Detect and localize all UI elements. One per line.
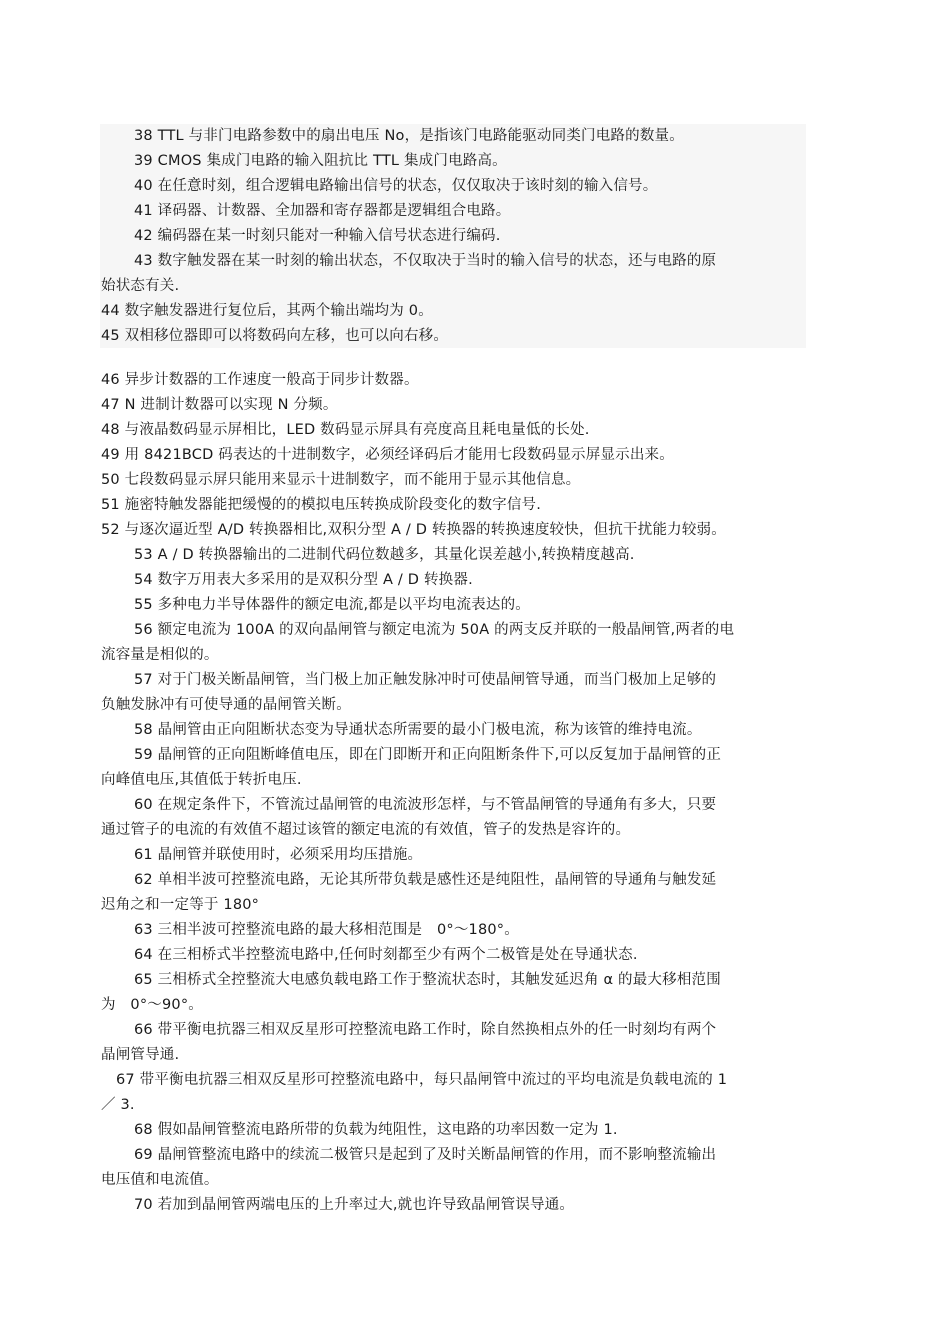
item-42: 42 编码器在某一时刻只能对一种输入信号状态进行编码.	[134, 228, 501, 244]
item-70: 70 若加到晶闸管两端电压的上升率过大,就也许导致晶闸管误导通。	[134, 1197, 575, 1213]
item-41: 41 译码器、计数器、全加器和寄存器都是逻辑组合电路。	[134, 203, 511, 219]
item-62: 62 单相半波可控整流电路，无论其所带负载是感性还是纯阻性，晶闸管的导通角与触发延	[134, 872, 717, 888]
item-59-cont: 向峰值电压,其值低于转折电压.	[101, 772, 302, 788]
item-66-cont: 晶闸管导通.	[101, 1047, 180, 1063]
item-67: 67 带平衡电抗器三相双反星形可控整流电路中，每只晶闸管中流过的平均电流是负载电流的 1	[116, 1072, 728, 1088]
item-65: 65 三相桥式全控整流大电感负载电路工作于整流状态时，其触发延迟角 α 的最大移相范围	[134, 972, 721, 988]
item-39: 39 CMOS 集成门电路的输入阻抗比 TTL 集成门电路高。	[134, 153, 507, 169]
item-64: 64 在三相桥式半控整流电路中,任何时刻都至少有两个二极管是处在导通状态.	[134, 947, 638, 963]
item-43: 43 数字触发器在某一时刻的输出状态，不仅取决于当时的输入信号的状态，还与电路的原	[134, 253, 717, 269]
item-69-cont: 电压值和电流值。	[101, 1172, 219, 1188]
item-69: 69 晶闸管整流电路中的续流二极管只是起到了及时关断晶闸管的作用，而不影响整流输出	[134, 1147, 717, 1163]
item-50: 50 七段数码显示屏只能用来显示十进制数字，而不能用于显示其他信息。	[101, 472, 581, 488]
item-67-cont: ／ 3.	[101, 1097, 135, 1113]
item-38: 38 TTL 与非门电路参数中的扇出电压 No，是指该门电路能驱动同类门电路的数量。	[134, 128, 684, 144]
item-52: 52 与逐次逼近型 A/D 转换器相比,双积分型 A / D 转换器的转换速度较快，但抗干扰能力较弱。	[101, 522, 726, 538]
item-46: 46 异步计数器的工作速度一般高于同步计数器。	[101, 372, 419, 388]
item-56-cont: 流容量是相似的。	[101, 647, 219, 663]
item-56: 56 额定电流为 100A 的双向晶闸管与额定电流为 50A 的两支反并联的一般晶闸管,两者的电	[134, 622, 735, 638]
item-59: 59 晶闸管的正向阻断峰值电压，即在门即断开和正向阻断条件下,可以反复加于晶闸管的正	[134, 747, 722, 763]
item-40: 40 在任意时刻，组合逻辑电路输出信号的状态，仅仅取决于该时刻的输入信号。	[134, 178, 658, 194]
item-61: 61 晶闸管并联使用时，必须采用均压措施。	[134, 847, 423, 863]
item-53: 53 A / D 转换器输出的二进制代码位数越多，其量化误差越小,转换精度越高.	[134, 547, 635, 563]
item-63: 63 三相半波可控整流电路的最大移相范围是 0°～180°。	[134, 922, 519, 938]
item-51: 51 施密特触发器能把缓慢的的模拟电压转换成阶段变化的数字信号.	[101, 497, 542, 513]
item-55: 55 多种电力半导体器件的额定电流,都是以平均电流表达的。	[134, 597, 530, 613]
item-68: 68 假如晶闸管整流电路所带的负载为纯阻性，这电路的功率因数一定为 1.	[134, 1122, 618, 1138]
item-57-cont: 负触发脉冲有可使导通的晶闸管关断。	[101, 697, 351, 713]
item-66: 66 带平衡电抗器三相双反星形可控整流电路工作时，除自然换相点外的任一时刻均有两个	[134, 1022, 717, 1038]
item-49: 49 用 8421BCD 码表达的十进制数字，必须经译码后才能用七段数码显示屏显示出来。	[101, 447, 674, 463]
item-47: 47 N 进制计数器可以实现 N 分频。	[101, 397, 338, 413]
item-54: 54 数字万用表大多采用的是双积分型 A / D 转换器.	[134, 572, 473, 588]
item-45: 45 双相移位器即可以将数码向左移，也可以向右移。	[101, 328, 449, 344]
item-43-cont: 始状态有关.	[101, 278, 180, 294]
item-65-cont: 为 0°～90°。	[101, 997, 203, 1013]
item-48: 48 与液晶数码显示屏相比，LED 数码显示屏具有亮度高且耗电量低的长处.	[101, 422, 590, 438]
item-62-cont: 迟角之和一定等于 180°	[101, 897, 260, 913]
item-60: 60 在规定条件下，不管流过晶闸管的电流波形怎样，与不管晶闸管的导通角有多大，只要	[134, 797, 717, 813]
item-44: 44 数字触发器进行复位后，其两个输出端均为 0。	[101, 303, 433, 319]
item-60-cont: 通过管子的电流的有效值不超过该管的额定电流的有效值，管子的发热是容许的。	[101, 822, 631, 838]
item-57: 57 对于门极关断晶闸管，当门极上加正触发脉冲时可使晶闸管导通，而当门极加上足够的	[134, 672, 717, 688]
item-58: 58 晶闸管由正向阻断状态变为导通状态所需要的最小门极电流，称为该管的维持电流。	[134, 722, 702, 738]
